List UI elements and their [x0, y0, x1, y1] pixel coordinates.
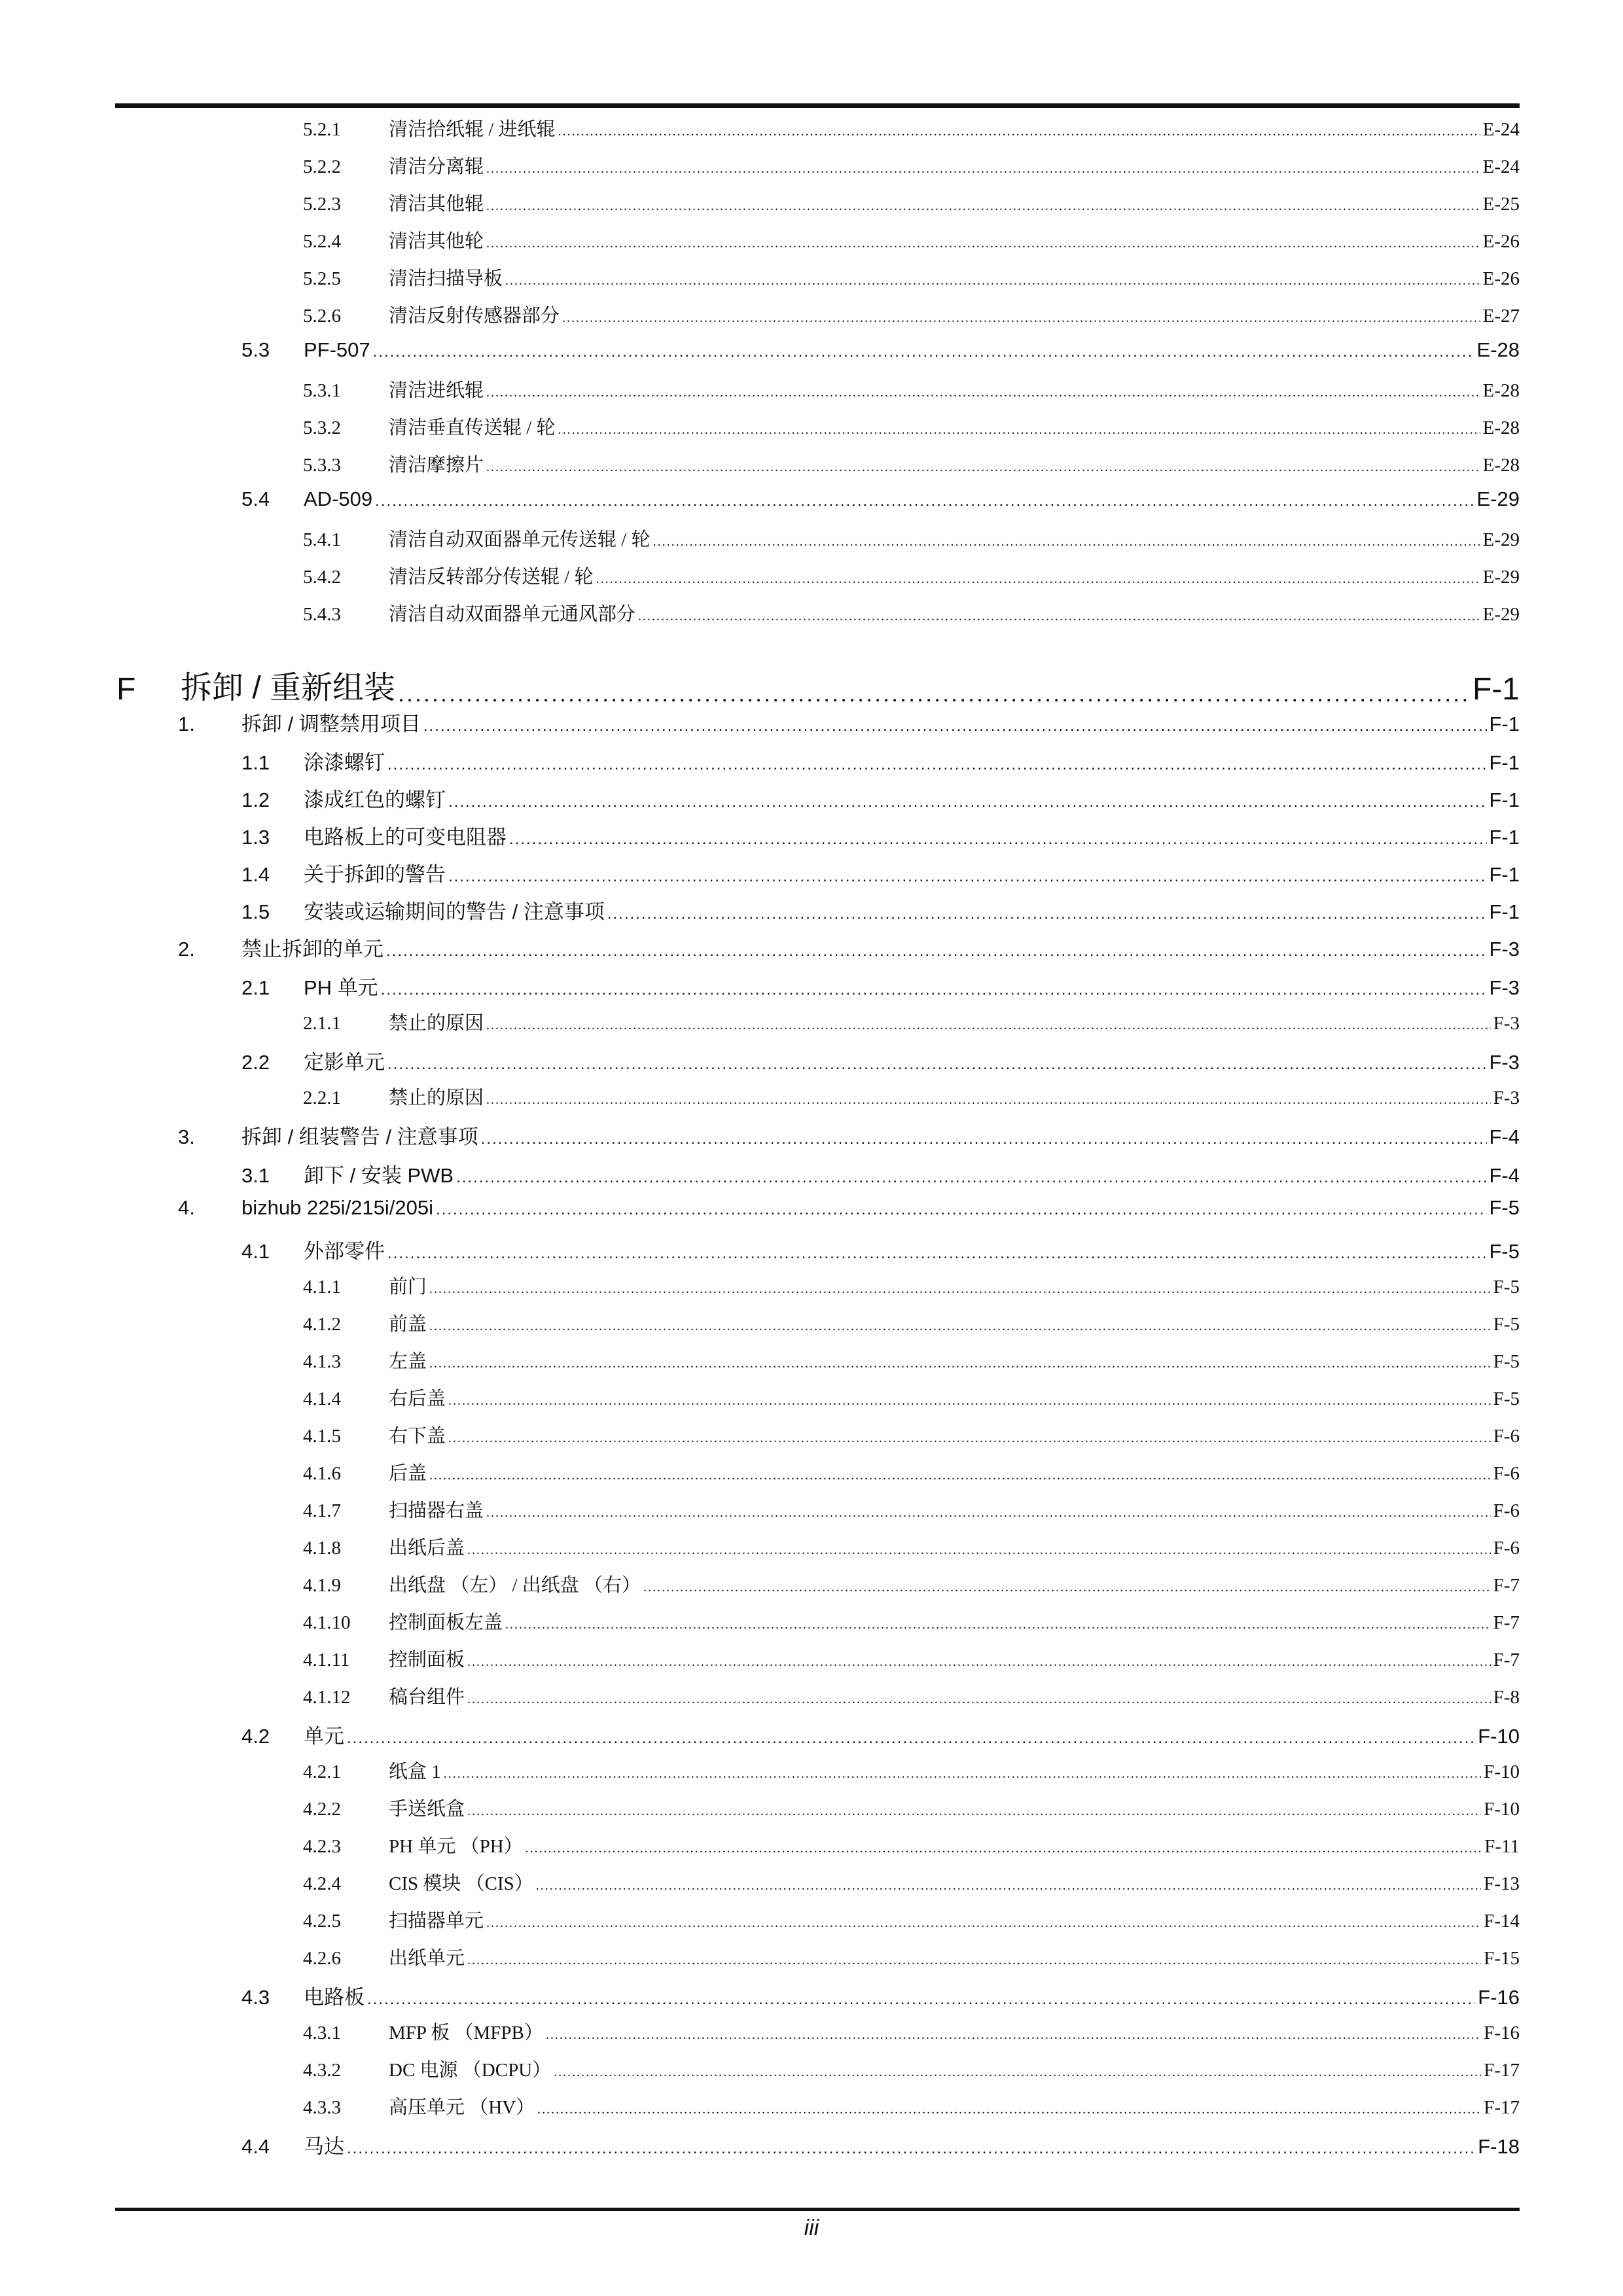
toc-entry-page: F-10 [1484, 1799, 1520, 1820]
toc-entry-title: 拆卸 / 调整禁用项目 [241, 713, 421, 735]
toc-entry-title: 手送纸盒 [389, 1799, 465, 1820]
toc-entry-title: DC 电源 （DCPU） [389, 2060, 552, 2081]
toc-subsection-entry[interactable] [115, 1046, 1520, 1083]
toc-subsection-entry[interactable] [115, 821, 1520, 858]
toc-subsubsection-entry[interactable] [115, 1645, 1520, 1682]
toc-entry-number: 4.1.7 [303, 1500, 341, 1521]
toc-dot-leader [486, 199, 1480, 214]
toc-subsection-entry[interactable] [115, 971, 1520, 1008]
toc-entry-page: E-29 [1476, 487, 1520, 510]
toc-subsection-entry[interactable] [115, 338, 1520, 376]
toc-entry-number: 4.3.2 [303, 2060, 341, 2081]
toc-entry-title: 电路板 [304, 1986, 365, 2009]
toc-dot-leader [486, 385, 1480, 400]
toc-entry-title: 出纸后盖 [389, 1538, 465, 1559]
toc-entry-page: F-6 [1493, 1463, 1520, 1484]
toc-dot-leader [546, 2028, 1481, 2043]
toc-entry-title: 清洁垂直传送辊 / 轮 [389, 417, 556, 438]
toc-dot-leader [481, 1130, 1487, 1148]
toc-entry-page: F-3 [1493, 1013, 1520, 1034]
toc-entry-page: F-1 [1489, 900, 1520, 923]
toc-entry-page: F-11 [1484, 1836, 1520, 1857]
toc-subsubsection-entry[interactable] [115, 450, 1520, 487]
toc-entry-page: F-8 [1493, 1687, 1520, 1708]
toc-entry-number: 4.1.2 [303, 1314, 341, 1335]
toc-entry-page: E-26 [1482, 268, 1520, 289]
toc-dot-leader [558, 423, 1480, 438]
toc-dot-leader [486, 1916, 1481, 1931]
toc-entry-number: 4.3.3 [303, 2097, 341, 2118]
toc-entry-number: 4.2.2 [303, 1799, 341, 1820]
toc-dot-leader [486, 162, 1480, 177]
toc-dot-leader [509, 830, 1487, 849]
toc-entry-page: F-10 [1484, 1761, 1520, 1782]
toc-dot-leader [423, 717, 1487, 735]
toc-subsubsection-entry[interactable] [115, 1943, 1520, 1981]
toc-entry-number: 4.2.5 [303, 1911, 341, 1932]
toc-dot-leader [505, 274, 1480, 289]
toc-dot-leader [607, 905, 1487, 923]
toc-dot-leader [367, 1990, 1475, 2009]
toc-entry-title: 清洁摩擦片 [389, 455, 484, 476]
toc-subsubsection-entry[interactable] [115, 525, 1520, 562]
toc-entry-number: 5.2.5 [303, 268, 341, 289]
toc-entry-title: 清洁进纸辊 [389, 380, 484, 401]
toc-entry-page: E-26 [1482, 231, 1520, 252]
toc-dot-leader [486, 236, 1480, 251]
toc-entry-title: 单元 [304, 1725, 344, 1748]
toc-entry-title: PH 单元 （PH） [389, 1836, 523, 1857]
toc-entry-page: F-5 [1493, 1388, 1520, 1409]
toc-entry-number: 3.1 [241, 1164, 270, 1187]
toc-entry-title: 清洁反射传感器部分 [389, 306, 560, 327]
toc-subsubsection-entry[interactable] [115, 226, 1520, 264]
toc-dot-leader [347, 1729, 1475, 1748]
toc-subsection-entry[interactable] [115, 2130, 1520, 2167]
toc-entry-number: 1.5 [241, 900, 270, 923]
toc-entry-number: 2.1 [241, 976, 270, 999]
toc-entry-page: F-3 [1489, 938, 1520, 961]
toc-entry-title: MFP 板 （MFPB） [389, 2022, 543, 2043]
toc-section-entry[interactable] [115, 707, 1520, 746]
toc-entry-page: E-25 [1482, 194, 1520, 215]
toc-entry-title: 扫描器右盖 [389, 1500, 484, 1521]
toc-entry-page: F-1 [1489, 826, 1520, 849]
toc-entry-number: 1.4 [241, 863, 270, 886]
toc-dot-leader [653, 535, 1480, 550]
toc-entry-number: 2.1.1 [303, 1013, 341, 1034]
toc-entry-number: 4.1.4 [303, 1388, 341, 1409]
toc-entry-page: F-15 [1484, 1948, 1520, 1969]
toc-entry-number: 4.4 [241, 2135, 270, 2158]
toc-dot-leader [448, 793, 1487, 811]
toc-entry-number: 5.3.2 [303, 417, 341, 438]
toc-entry-page: E-29 [1482, 567, 1520, 588]
toc-dot-leader [375, 492, 1474, 510]
toc-entry-title: 清洁扫描导板 [389, 268, 503, 289]
toc-entry-number: 4.3 [241, 1986, 270, 2009]
toc-entry-number: 4.3.1 [303, 2022, 341, 2043]
footer-rule [115, 2208, 1520, 2211]
toc-entry-number: 5.2.6 [303, 306, 341, 327]
toc-entry-page: F-6 [1493, 1500, 1520, 1521]
toc-subsubsection-entry[interactable] [115, 1083, 1520, 1120]
toc-dot-leader [554, 2065, 1481, 2080]
toc-dot-leader [448, 868, 1487, 886]
toc-dot-leader [638, 609, 1480, 624]
toc-dot-leader [467, 1692, 1491, 1707]
toc-subsubsection-entry[interactable] [115, 1831, 1520, 1869]
toc-dot-leader [558, 124, 1480, 139]
toc-entry-title: 安装或运输期间的警告 / 注意事项 [304, 900, 605, 923]
toc-entry-page: F-3 [1489, 976, 1520, 999]
toc-entry-page: E-28 [1476, 338, 1520, 361]
toc-entry-title: 马达 [304, 2135, 344, 2158]
toc-entry-page: F-16 [1478, 1986, 1520, 2009]
toc-entry-title: 拆卸 / 重新组装 [181, 671, 396, 705]
toc-entry-title: 清洁其他辊 [389, 194, 484, 215]
toc-subsubsection-entry[interactable] [115, 2055, 1520, 2093]
toc-subsubsection-entry[interactable] [115, 1496, 1520, 1533]
toc-subsubsection-entry[interactable] [115, 2093, 1520, 2130]
toc-entry-page: E-28 [1482, 455, 1520, 476]
toc-dot-leader [429, 1282, 1491, 1297]
toc-dot-leader [448, 1431, 1491, 1446]
toc-dot-leader [467, 1804, 1481, 1819]
toc-entry-page: E-28 [1482, 417, 1520, 438]
toc-entry-page: F-7 [1493, 1650, 1520, 1670]
toc-dot-leader [505, 1617, 1491, 1633]
toc-dot-leader [444, 1767, 1481, 1782]
toc-subsubsection-entry[interactable] [115, 1869, 1520, 1906]
toc-subsection-entry[interactable] [115, 895, 1520, 932]
toc-entry-number: 5.2.3 [303, 194, 341, 215]
toc-dot-leader [486, 1506, 1491, 1521]
toc-dot-leader [387, 1055, 1487, 1074]
toc-subsubsection-entry[interactable] [115, 152, 1520, 189]
toc-entry-page: F-10 [1478, 1725, 1520, 1748]
toc-entry-number: 4.1.11 [303, 1650, 350, 1670]
toc-entry-number: 4.1.1 [303, 1277, 341, 1298]
toc-entry-page: F-1 [1489, 751, 1520, 774]
toc-entry-title: 禁止的原因 [389, 1013, 484, 1034]
toc-entry-title: 涂漆螺钉 [304, 751, 385, 774]
toc-subsubsection-entry[interactable] [115, 1309, 1520, 1347]
toc-entry-title: PH 单元 [304, 976, 378, 999]
toc-entry-number: 2.2 [241, 1051, 270, 1074]
toc-entry-number: 4.2.6 [303, 1948, 341, 1969]
toc-dot-leader [373, 343, 1474, 361]
toc-entry-page: F-6 [1493, 1538, 1520, 1559]
toc-entry-title: 清洁反转部分传送辊 / 轮 [389, 567, 594, 588]
toc-entry-number: 5.3.3 [303, 455, 341, 476]
toc-dot-leader [448, 1394, 1491, 1409]
toc-entry-number: 4.2.3 [303, 1836, 341, 1857]
toc-subsection-entry[interactable] [115, 746, 1520, 783]
toc-entry-page: F-18 [1478, 2135, 1520, 2158]
toc-entry-page: E-28 [1482, 380, 1520, 401]
toc-subsubsection-entry[interactable] [115, 1906, 1520, 1943]
toc-subsubsection-entry[interactable] [115, 115, 1520, 152]
toc-entry-number: 2.2.1 [303, 1087, 341, 1108]
toc-entry-page: F-14 [1484, 1911, 1520, 1932]
toc-entry-page: E-24 [1482, 156, 1520, 177]
toc-section-entry[interactable] [115, 1196, 1520, 1235]
toc-entry-title: 拆卸 / 组装警告 / 注意事项 [241, 1125, 478, 1148]
toc-subsubsection-entry[interactable] [115, 1008, 1520, 1046]
toc-entry-number: 4.1.12 [303, 1687, 351, 1708]
toc-entry-number: 3. [178, 1125, 195, 1148]
toc-dot-leader [526, 1841, 1482, 1856]
toc-entry-page: E-29 [1482, 604, 1520, 625]
toc-dot-leader [536, 1879, 1481, 1894]
toc-entry-page: F-5 [1493, 1351, 1520, 1372]
toc-entry-number: 4.1.9 [303, 1575, 341, 1596]
toc-entry-title: bizhub 225i/215i/205i [241, 1196, 434, 1219]
toc-entry-page: F-1 [1489, 863, 1520, 886]
toc-entry-title: 关于拆卸的警告 [304, 863, 446, 886]
toc-subsubsection-entry[interactable] [115, 264, 1520, 301]
toc-dot-leader [467, 1953, 1481, 1968]
toc-entry-title: 出纸单元 [389, 1948, 465, 1969]
toc-subsection-entry[interactable] [115, 1720, 1520, 1757]
toc-dot-leader [386, 942, 1487, 961]
toc-subsubsection-entry[interactable] [115, 1458, 1520, 1496]
toc-subsubsection-entry[interactable] [115, 376, 1520, 413]
toc-dot-leader [387, 1245, 1487, 1263]
toc-entry-title: 后盖 [389, 1463, 427, 1484]
toc-entry-page: F-5 [1493, 1277, 1520, 1298]
toc-entry-page: F-1 [1489, 788, 1520, 811]
toc-entry-title: 清洁其他轮 [389, 231, 484, 252]
toc-dot-leader [398, 680, 1470, 707]
toc-entry-number: 4.1.6 [303, 1463, 341, 1484]
toc-entry-title: 清洁分离辊 [389, 156, 484, 177]
toc-dot-leader [562, 311, 1480, 326]
toc-entry-title: 清洁拾纸辊 / 进纸辊 [389, 119, 556, 140]
toc-entry-title: 控制面板左盖 [389, 1612, 503, 1633]
toc-dot-leader [381, 981, 1487, 999]
toc-entry-page: E-29 [1482, 529, 1520, 550]
toc-entry-page: E-27 [1482, 306, 1520, 327]
toc-subsubsection-entry[interactable] [115, 1384, 1520, 1421]
toc-entry-number: 4.2.4 [303, 1873, 341, 1894]
toc-subsubsection-entry[interactable] [115, 301, 1520, 338]
toc-section-entry[interactable] [115, 932, 1520, 971]
toc-subsubsection-entry[interactable] [115, 1272, 1520, 1309]
toc-entry-title: 外部零件 [304, 1240, 385, 1263]
toc-dot-leader [429, 1356, 1491, 1371]
toc-entry-number: 5.4.2 [303, 567, 341, 588]
toc-entry-title: 控制面板 [389, 1650, 465, 1670]
toc-entry-page: F-13 [1484, 1873, 1520, 1894]
toc-dot-leader [537, 2102, 1481, 2117]
header-rule [115, 103, 1520, 108]
toc-entry-number: 1.2 [241, 788, 270, 811]
toc-entry-number: 2. [178, 938, 195, 961]
toc-entry-title: 右后盖 [389, 1388, 446, 1409]
toc-entry-page: F-7 [1493, 1575, 1520, 1596]
page-number: iii [804, 2216, 819, 2240]
toc-entry-number: F [116, 672, 136, 707]
table-of-contents [115, 115, 1520, 2167]
toc-entry-title: 前门 [389, 1277, 427, 1298]
toc-subsection-entry[interactable] [115, 1235, 1520, 1272]
toc-dot-leader [486, 1018, 1491, 1033]
toc-entry-number: 5.3.1 [303, 380, 341, 401]
toc-dot-leader [467, 1543, 1491, 1558]
toc-entry-number: 4.2 [241, 1725, 270, 1748]
toc-dot-leader [596, 572, 1480, 587]
toc-entry-title: CIS 模块 （CIS） [389, 1873, 533, 1894]
toc-entry-title: 电路板上的可变电阻器 [304, 826, 507, 849]
toc-entry-title: 高压单元 （HV） [389, 2097, 535, 2118]
toc-entry-page: F-17 [1484, 2060, 1520, 2081]
toc-subsubsection-entry[interactable] [115, 1533, 1520, 1570]
toc-entry-page: F-1 [1472, 672, 1520, 707]
toc-entry-page: F-7 [1493, 1612, 1520, 1633]
toc-subsubsection-entry[interactable] [115, 1421, 1520, 1458]
toc-subsubsection-entry[interactable] [115, 1682, 1520, 1720]
toc-dot-leader [347, 2140, 1475, 2158]
toc-entry-number: 5.4.3 [303, 604, 341, 625]
toc-subsubsection-entry[interactable] [115, 413, 1520, 450]
toc-subsection-entry[interactable] [115, 487, 1520, 525]
toc-entry-number: 5.2.2 [303, 156, 341, 177]
toc-entry-title: 禁止拆卸的单元 [241, 938, 383, 961]
toc-subsection-entry[interactable] [115, 1159, 1520, 1196]
toc-entry-page: F-5 [1489, 1196, 1520, 1219]
toc-subsection-entry[interactable] [115, 858, 1520, 895]
toc-entry-page: F-4 [1489, 1125, 1520, 1148]
toc-section-entry[interactable] [115, 1120, 1520, 1159]
toc-entry-page: F-5 [1489, 1240, 1520, 1263]
toc-entry-page: F-3 [1493, 1087, 1520, 1108]
toc-entry-page: F-6 [1493, 1426, 1520, 1447]
toc-entry-title: 纸盒 1 [389, 1761, 441, 1782]
toc-entry-number: 4.2.1 [303, 1761, 341, 1782]
toc-entry-number: 1. [178, 713, 195, 735]
toc-dot-leader [486, 460, 1480, 475]
toc-entry-title: 前盖 [389, 1314, 427, 1335]
toc-subsubsection-entry[interactable] [115, 1608, 1520, 1645]
toc-entry-title: 清洁自动双面器单元传送辊 / 轮 [389, 529, 651, 550]
toc-entry-title: AD-509 [304, 487, 373, 510]
toc-subsubsection-entry[interactable] [115, 1347, 1520, 1384]
toc-entry-page: F-16 [1484, 2022, 1520, 2043]
toc-entry-title: 漆成红色的螺钉 [304, 788, 446, 811]
toc-subsubsection-entry[interactable] [115, 2018, 1520, 2055]
toc-entry-number: 5.4 [241, 487, 270, 510]
toc-entry-number: 4.1.5 [303, 1426, 341, 1447]
toc-entry-page: F-17 [1484, 2097, 1520, 2118]
toc-entry-number: 1.3 [241, 826, 270, 849]
toc-subsection-entry[interactable] [115, 1981, 1520, 2018]
toc-entry-title: 清洁自动双面器单元通风部分 [389, 604, 636, 625]
toc-subsubsection-entry[interactable] [115, 1757, 1520, 1794]
toc-dot-leader [643, 1580, 1491, 1595]
toc-subsubsection-entry[interactable] [115, 599, 1520, 637]
toc-entry-number: 4.1.8 [303, 1538, 341, 1559]
toc-entry-page: F-3 [1489, 1051, 1520, 1074]
toc-subsubsection-entry[interactable] [115, 1570, 1520, 1608]
toc-entry-number: 4.1.10 [303, 1612, 351, 1633]
toc-entry-number: 4.1.3 [303, 1351, 341, 1372]
toc-entry-title: 出纸盘 （左） / 出纸盘 （右） [389, 1575, 641, 1596]
toc-entry-number: 4.1 [241, 1240, 270, 1263]
toc-dot-leader [436, 1201, 1486, 1219]
toc-entry-title: 禁止的原因 [389, 1087, 484, 1108]
toc-entry-title: PF-507 [304, 338, 370, 361]
toc-entry-number: 5.3 [241, 338, 270, 361]
toc-entry-number: 5.2.4 [303, 231, 341, 252]
toc-dot-leader [486, 1093, 1491, 1108]
toc-dot-leader [387, 756, 1487, 774]
toc-entry-title: 扫描器单元 [389, 1911, 484, 1932]
toc-dot-leader [429, 1319, 1491, 1334]
toc-entry-title: 卸下 / 安装 PWB [304, 1164, 454, 1187]
toc-chapter-entry[interactable] [115, 652, 1520, 707]
toc-entry-page: E-24 [1482, 119, 1520, 140]
toc-dot-leader [429, 1468, 1491, 1483]
toc-subsubsection-entry[interactable] [115, 1794, 1520, 1831]
toc-entry-title: 稿台组件 [389, 1687, 465, 1708]
toc-entry-number: 4. [178, 1196, 195, 1219]
toc-dot-leader [467, 1655, 1491, 1670]
toc-entry-title: 左盖 [389, 1351, 427, 1372]
toc-entry-number: 1.1 [241, 751, 270, 774]
toc-entry-page: F-4 [1489, 1164, 1520, 1187]
toc-subsubsection-entry[interactable] [115, 562, 1520, 599]
toc-entry-page: F-5 [1493, 1314, 1520, 1335]
toc-subsection-entry[interactable] [115, 783, 1520, 821]
toc-entry-number: 5.2.1 [303, 119, 341, 140]
toc-dot-leader [456, 1169, 1486, 1187]
toc-entry-page: F-1 [1489, 713, 1520, 735]
toc-entry-number: 5.4.1 [303, 529, 341, 550]
toc-entry-title: 定影单元 [304, 1051, 385, 1074]
toc-subsubsection-entry[interactable] [115, 189, 1520, 226]
toc-entry-title: 右下盖 [389, 1426, 446, 1447]
